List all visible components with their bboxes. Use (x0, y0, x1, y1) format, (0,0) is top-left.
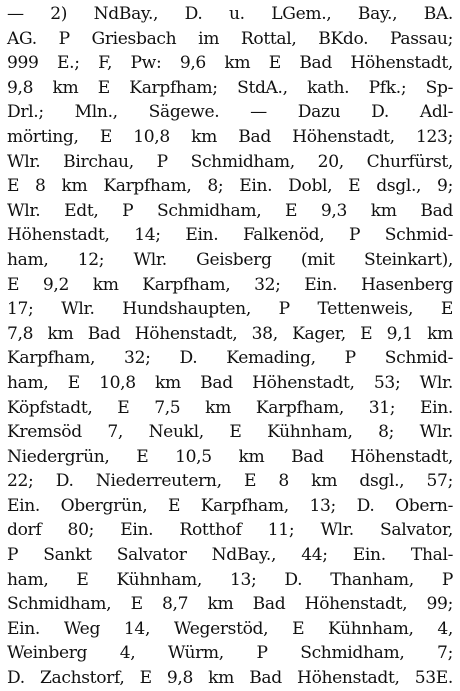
text-line-27: Weinberg 4, Würm, P Schmidham, 7; (7, 643, 453, 664)
text-line-16: ham, E 10,8 km Bad Höhenstadt, 53; Wlr. (7, 372, 453, 393)
text-line-23: P Sankt Salvator NdBay., 44; Ein. Thal- (7, 545, 453, 566)
text-line-15: Karpfham, 32; D. Kemading, P Schmid- (7, 348, 453, 369)
text-line-8: E 8 km Karpfham, 8; Ein. Dobl, E dsgl., 9; (7, 176, 453, 197)
text-line-21: Ein. Obergrün, E Karpfham, 13; D. Obern- (7, 495, 453, 516)
text-line-26: Ein. Weg 14, Wegerstöd, E Kühnham, 4, (7, 618, 453, 639)
text-line-20: 22; D. Niederreutern, E 8 km dsgl., 57; (7, 471, 453, 492)
text-line-11: ham, 12; Wlr. Geisberg (mit Steinkart), (7, 249, 453, 270)
text-line-2: AG. P Griesbach im Rottal, BKdo. Passau; (7, 28, 453, 49)
text-line-17: Köpfstadt, E 7,5 km Karpfham, 31; Ein. (7, 397, 453, 418)
text-line-22: dorf 80; Ein. Rotthof 11; Wlr. Salvator, (7, 520, 453, 541)
text-line-9: Wlr. Edt, P Schmidham, E 9,3 km Bad (7, 200, 453, 221)
text-line-4: 9,8 km E Karpfham; StdA., kath. Pfk.; Sp- (7, 77, 453, 98)
text-line-13: 17; Wlr. Hundshaupten, P Tettenweis, E (7, 299, 453, 320)
text-line-5: Drl.; Mln., Sägewe. — Dazu D. Adl- (7, 102, 453, 123)
text-line-1: — 2) NdBay., D. u. LGem., Bay., BA. (7, 4, 453, 24)
text-line-6: mörting, E 10,8 km Bad Höhenstadt, 123; (7, 126, 453, 147)
text-line-19: Niedergrün, E 10,5 km Bad Höhenstadt, (7, 446, 453, 467)
text-line-25: Schmidham, E 8,7 km Bad Höhenstadt, 99; (7, 594, 453, 615)
text-line-7: Wlr. Birchau, P Schmidham, 20, Churfürst, (7, 151, 453, 172)
text-line-18: Kremsöd 7, Neukl, E Kühnham, 8; Wlr. (7, 422, 453, 443)
text-line-12: E 9,2 km Karpfham, 32; Ein. Hasenberg (7, 274, 453, 295)
text-line-28: D. Zachstorf, E 9,8 km Bad Höhenstadt, 53E. (7, 668, 453, 689)
text-line-14: 7,8 km Bad Höhenstadt, 38, Kager, E 9,1 km (7, 323, 453, 344)
text-line-10: Höhenstadt, 14; Ein. Falkenöd, P Schmid- (7, 225, 453, 246)
text-line-24: ham, E Kühnham, 13; D. Thanham, P (7, 569, 453, 590)
gazetteer-entry (7, 2, 453, 691)
text-line-3: 999 E.; F, Pw: 9,6 km E Bad Höhenstadt, (7, 53, 453, 74)
